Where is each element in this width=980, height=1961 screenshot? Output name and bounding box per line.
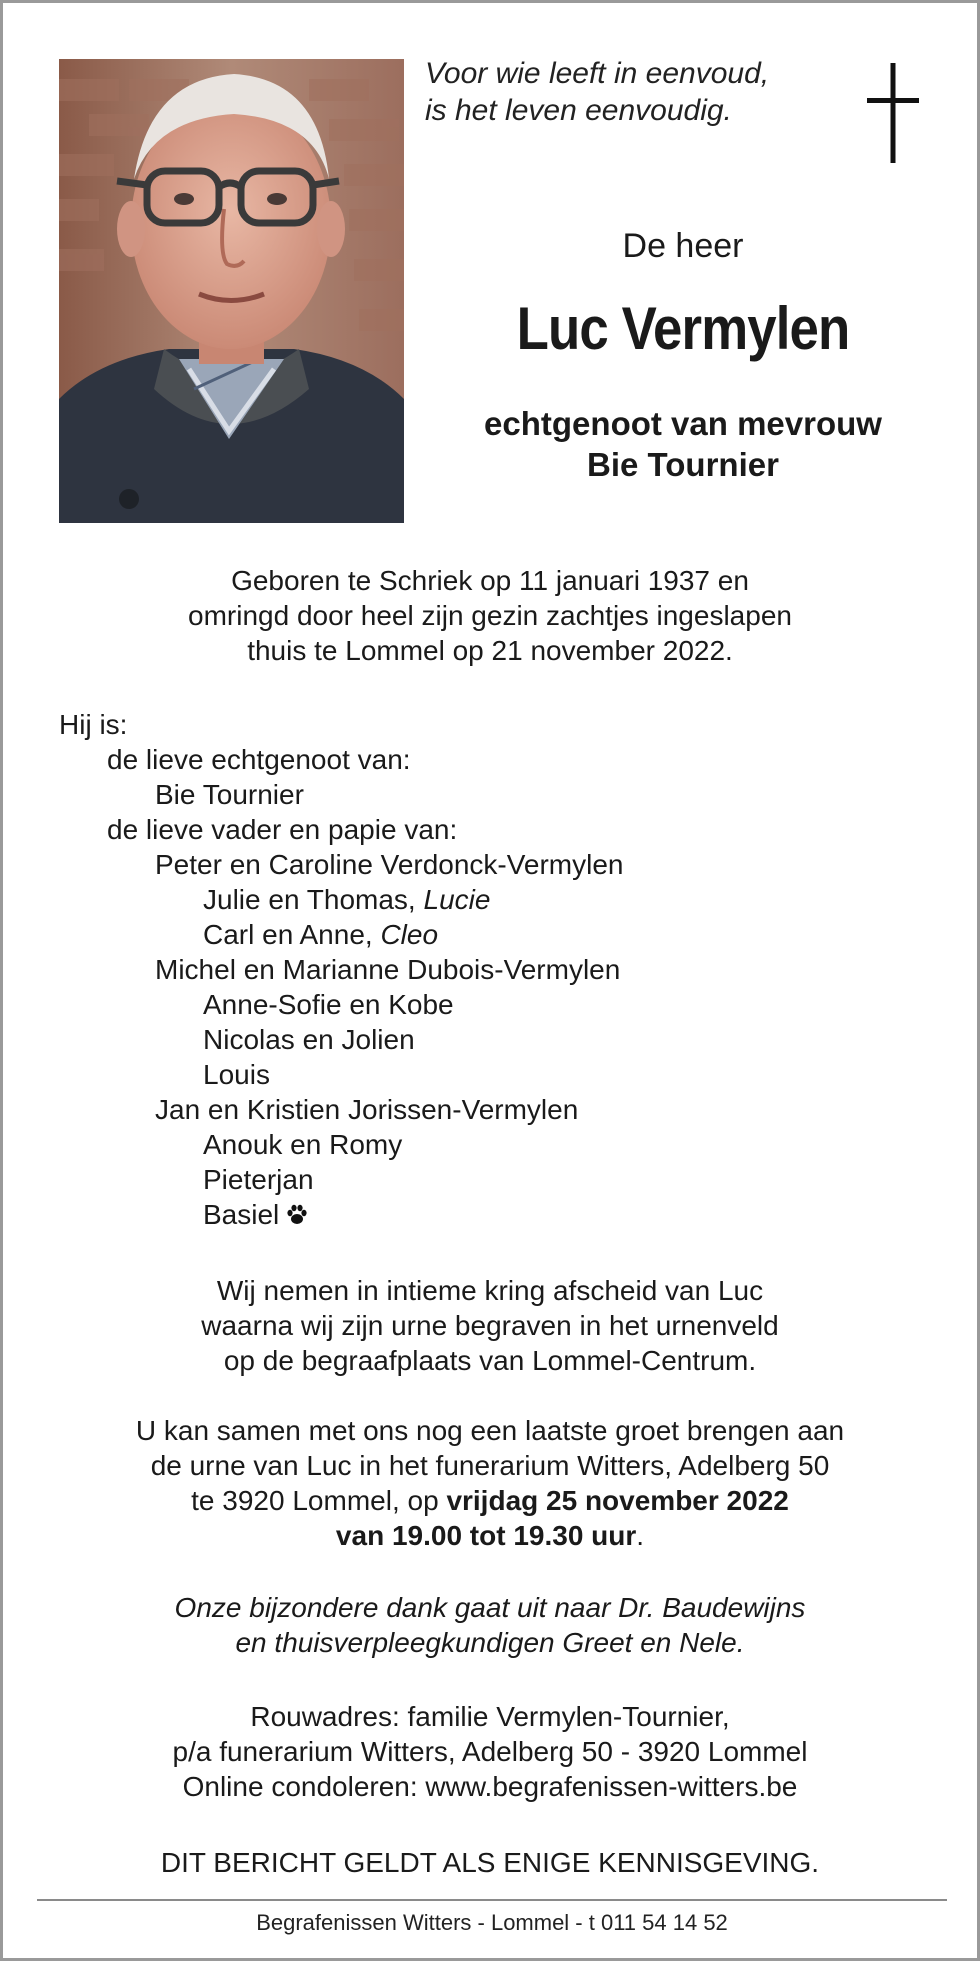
family-member <box>59 777 623 812</box>
visit-line <box>59 1518 921 1553</box>
obituary-card <box>3 3 977 1958</box>
family-member-name: Louis <box>203 1059 270 1090</box>
visit-line: U kan samen met ons nog een laatste groet brengen aan <box>135 1415 845 1446</box>
condolence-link[interactable]: Online condoleren: www.begrafenissen-witters.be <box>182 1771 798 1802</box>
family-member-name: de lieve vader en papie van: <box>107 814 458 845</box>
family-member-name: Basiel <box>203 1199 280 1230</box>
notice-statement <box>59 1845 921 1880</box>
address-paragraph <box>59 1699 921 1804</box>
pet-name: Lucie <box>423 884 491 915</box>
family-member <box>59 1162 623 1197</box>
thanks-line: Onze bijzondere dank gaat uit naar Dr. Baudewijns <box>174 1592 806 1623</box>
spouse-name: Bie Tournier <box>587 446 779 483</box>
visit-date: vrijdag 25 november 2022 <box>446 1485 789 1516</box>
footer-divider <box>37 1899 947 1901</box>
family-member-name: Anouk en Romy <box>203 1129 403 1160</box>
spouse-info <box>423 403 943 485</box>
family-member <box>59 952 623 987</box>
portrait-photo <box>59 59 404 523</box>
motto-line: Voor wie leeft in eenvoud, <box>425 57 770 90</box>
motto-line: is het leven eenvoudig. <box>425 94 732 127</box>
family-list <box>59 707 623 1232</box>
ceremony-line: op de begraafplaats van Lommel-Centrum. <box>223 1345 757 1376</box>
family-member-name: de lieve echtgenoot van: <box>107 744 411 775</box>
family-member <box>59 707 623 742</box>
birth-line: Geboren te Schriek op 11 januari 1937 en <box>231 565 749 596</box>
family-member <box>59 987 623 1022</box>
paw-icon <box>285 1200 309 1235</box>
cross-icon <box>863 63 923 163</box>
visit-line-text: te 3920 Lommel, op <box>191 1485 447 1516</box>
notice-line: DIT BERICHT GELDT ALS ENIGE KENNISGEVING. <box>160 1847 820 1878</box>
address-line: p/a funerarium Witters, Adelberg 50 - 3920 Lommel <box>172 1736 808 1767</box>
ceremony-line: waarna wij zijn urne begraven in het urnenveld <box>201 1310 779 1341</box>
family-member <box>59 1057 623 1092</box>
spouse-line: echtgenoot van mevrouw <box>484 405 882 442</box>
family-member-name: Julie en Thomas, <box>203 884 424 915</box>
family-member <box>59 812 623 847</box>
family-member <box>59 917 623 952</box>
honorific: De heer <box>622 227 744 265</box>
family-member-name: Anne-Sofie en Kobe <box>203 989 454 1020</box>
address-line: Rouwadres: familie Vermylen-Tournier, <box>250 1701 730 1732</box>
ceremony-paragraph <box>59 1273 921 1378</box>
thanks-line: en thuisverpleegkundigen Greet en Nele. <box>235 1627 745 1658</box>
visit-time: van 19.00 tot 19.30 uur <box>335 1520 637 1551</box>
family-member-name: Hij is: <box>59 709 128 740</box>
family-member <box>59 1022 623 1057</box>
motto <box>425 55 785 129</box>
family-member <box>59 742 623 777</box>
family-member <box>59 1197 623 1232</box>
ceremony-line: Wij nemen in intieme kring afscheid van Luc <box>216 1275 764 1306</box>
family-member-name: Peter en Caroline Verdonck-Vermylen <box>155 849 624 880</box>
visit-line-text: . <box>636 1520 645 1551</box>
family-member-name: Carl en Anne, <box>203 919 381 950</box>
birth-line: omringd door heel zijn gezin zachtjes ingeslapen <box>188 600 792 631</box>
birth-line: thuis te Lommel op 21 november 2022. <box>247 635 733 666</box>
family-member <box>59 1127 623 1162</box>
deceased-name: Luc Vermylen <box>516 295 850 362</box>
family-member-name: Nicolas en Jolien <box>203 1024 415 1055</box>
family-member-name: Michel en Marianne Dubois-Vermylen <box>155 954 621 985</box>
thanks-paragraph <box>59 1590 921 1660</box>
family-member-name: Bie Tournier <box>155 779 304 810</box>
footer-contact: Begrafenissen Witters - Lommel - t 011 54 14 52 <box>256 1910 728 1935</box>
family-member <box>59 882 623 917</box>
family-member <box>59 1092 623 1127</box>
visit-line <box>59 1483 921 1518</box>
pet-name: Cleo <box>380 919 439 950</box>
family-member-name: Jan en Kristien Jorissen-Vermylen <box>155 1094 579 1125</box>
family-member-name: Pieterjan <box>203 1164 314 1195</box>
family-member <box>59 847 623 882</box>
birth-paragraph <box>59 563 921 668</box>
visit-paragraph <box>59 1413 921 1553</box>
visit-line: de urne van Luc in het funerarium Witters, Adelberg 50 <box>150 1450 830 1481</box>
